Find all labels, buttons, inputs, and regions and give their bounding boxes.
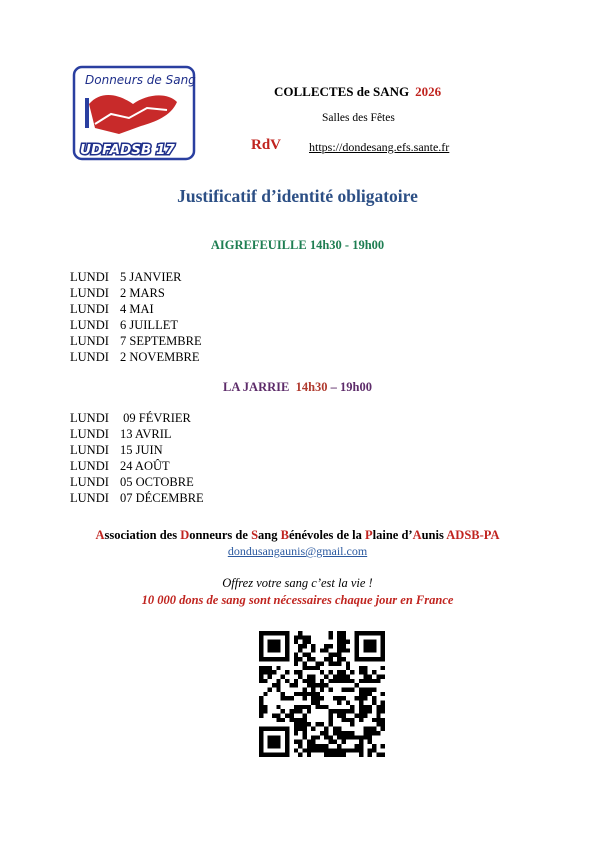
date-day: LUNDI bbox=[70, 286, 109, 300]
page-title bbox=[274, 84, 441, 100]
association-word: laine d’ bbox=[372, 528, 413, 542]
date-day: LUNDI bbox=[70, 350, 109, 364]
association-word: unis bbox=[421, 528, 447, 542]
date-value: 6 JUILLET bbox=[120, 318, 178, 332]
date-day: LUNDI bbox=[70, 334, 109, 348]
date-day: LUNDI bbox=[70, 491, 109, 505]
association-word: énévoles de la bbox=[288, 528, 365, 542]
title-year: 2026 bbox=[415, 84, 442, 99]
date-value: 15 JUIN bbox=[120, 443, 163, 457]
la-jarrie-date-row bbox=[70, 426, 204, 442]
date-day: LUNDI bbox=[70, 427, 109, 441]
qr-code bbox=[259, 631, 385, 757]
date-day: LUNDI bbox=[70, 411, 109, 425]
section-title-aigrefeuille: AIGREFEUILLE 14h30 - 19h00 bbox=[210, 238, 385, 252]
id-notice: Justificatif d’identité obligatoire bbox=[177, 186, 418, 206]
date-value: 24 AOÛT bbox=[120, 459, 170, 473]
association-word: ang bbox=[258, 528, 281, 542]
section2-time-sep: – bbox=[327, 380, 341, 394]
aigrefeuille-date-row bbox=[70, 285, 202, 301]
association-name bbox=[0, 528, 595, 543]
la-jarrie-date-row bbox=[70, 410, 204, 426]
association-word: ssociation des bbox=[104, 528, 181, 542]
logo-line2: UDFADSB 17 bbox=[80, 142, 175, 158]
slogan: Offrez votre sang c’est la vie ! bbox=[222, 576, 373, 590]
date-value: 5 JANVIER bbox=[120, 270, 182, 284]
date-day: LUNDI bbox=[70, 270, 109, 284]
la-jarrie-date-row bbox=[70, 474, 204, 490]
association-initial: A bbox=[95, 528, 105, 542]
logo-line1: Donneurs de Sang bbox=[85, 73, 196, 87]
section-title-la-jarrie bbox=[0, 380, 595, 395]
contact-email-link[interactable]: dondusangaunis@gmail.com bbox=[227, 544, 368, 558]
donation-stat: 10 000 dons de sang sont nécessaires chaque jour en France bbox=[141, 593, 454, 607]
la-jarrie-date-row bbox=[70, 458, 204, 474]
date-value: 7 SEPTEMBRE bbox=[120, 334, 202, 348]
date-value: 4 MAI bbox=[120, 302, 154, 316]
aigrefeuille-date-row bbox=[70, 301, 202, 317]
date-day: LUNDI bbox=[70, 459, 109, 473]
association-initial: S bbox=[251, 528, 259, 542]
date-value: 05 OCTOBRE bbox=[120, 475, 194, 489]
association-initial: B bbox=[280, 528, 289, 542]
la-jarrie-date-list bbox=[70, 410, 204, 506]
date-day: LUNDI bbox=[70, 318, 109, 332]
association-name-parts bbox=[95, 528, 446, 542]
association-initial: D bbox=[180, 528, 190, 542]
la-jarrie-date-row bbox=[70, 442, 204, 458]
date-value: 2 MARS bbox=[120, 286, 165, 300]
booking-link[interactable]: https://dondesang.efs.sante.fr bbox=[309, 140, 450, 154]
association-initial: P bbox=[364, 528, 373, 542]
association-initial: A bbox=[412, 528, 422, 542]
date-value: 09 FÉVRIER bbox=[120, 411, 191, 425]
date-value: 13 AVRIL bbox=[120, 427, 172, 441]
section2-time-start: 14h30 bbox=[295, 380, 328, 394]
section2-place: LA JARRIE bbox=[223, 380, 290, 394]
la-jarrie-date-row bbox=[70, 490, 204, 506]
association-acronym: ADSB-PA bbox=[446, 528, 500, 542]
section2-time-end: 19h00 bbox=[340, 380, 372, 394]
association-word: onneurs de bbox=[189, 528, 252, 542]
aigrefeuille-date-row bbox=[70, 333, 202, 349]
donneurs-de-sang-logo bbox=[71, 64, 197, 162]
title-text: COLLECTES de SANG bbox=[274, 84, 410, 99]
date-value: 07 DÉCEMBRE bbox=[120, 491, 204, 505]
aigrefeuille-date-row bbox=[70, 349, 202, 365]
rdv-label: RdV bbox=[251, 137, 282, 153]
aigrefeuille-date-row bbox=[70, 317, 202, 333]
date-day: LUNDI bbox=[70, 443, 109, 457]
date-day: LUNDI bbox=[70, 302, 109, 316]
date-value: 2 NOVEMBRE bbox=[120, 350, 200, 364]
venue-subtitle: Salles des Fêtes bbox=[322, 112, 395, 124]
aigrefeuille-date-row bbox=[70, 269, 202, 285]
aigrefeuille-date-list bbox=[70, 269, 202, 365]
date-day: LUNDI bbox=[70, 475, 109, 489]
